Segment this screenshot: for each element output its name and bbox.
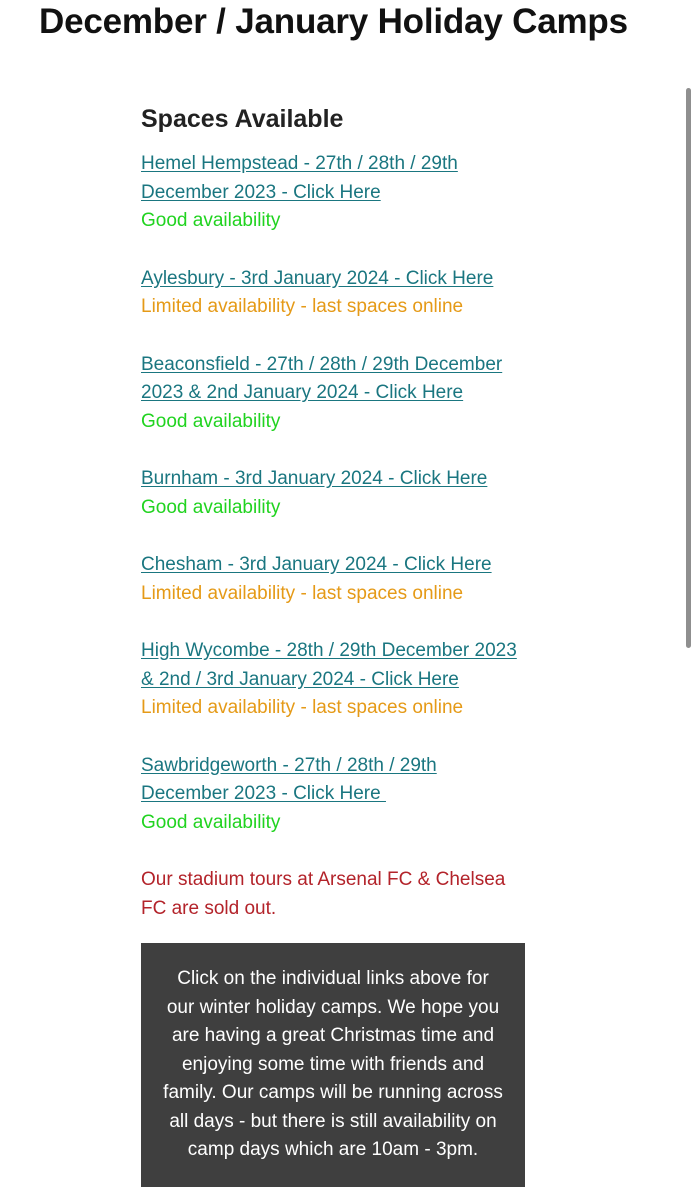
camp-link-hemel-hempstead[interactable]	[141, 150, 531, 207]
camp-link-chesham[interactable]	[141, 551, 531, 580]
camp-link-line[interactable]: High Wycombe - 28th / 29th December 2023	[141, 640, 517, 661]
camp-link-line[interactable]: & 2nd / 3rd January 2024 - Click Here	[141, 668, 459, 690]
availability-status: Good availability	[141, 496, 281, 518]
scrollbar[interactable]	[686, 88, 691, 648]
camp-link-line[interactable]: December 2023 - Click Here	[141, 181, 381, 203]
page-title: December / January Holiday Camps	[39, 2, 628, 41]
camp-link-line[interactable]: Sawbridgeworth - 27th / 28th / 29th	[141, 754, 437, 776]
camp-item-chesham	[141, 551, 531, 608]
camp-link-line[interactable]: Beaconsfield - 27th / 28th / 29th December	[141, 353, 503, 375]
availability-status: Good availability	[141, 210, 281, 231]
camp-link-aylesbury[interactable]	[141, 265, 531, 294]
main-content	[141, 103, 531, 1187]
camp-item-burnham	[141, 465, 531, 522]
availability-status: Good availability	[141, 811, 281, 833]
sold-out-notice	[141, 866, 531, 923]
availability-status: Limited availability - last spaces online	[141, 582, 464, 604]
camp-link-beaconsfield[interactable]	[141, 351, 531, 408]
camp-link-line[interactable]: Hemel Hempstead - 27th / 28th / 29th	[141, 153, 458, 174]
sold-out-line: Our stadium tours at Arsenal FC & Chelsea	[141, 869, 506, 890]
camp-link-high-wycombe[interactable]	[141, 637, 531, 694]
section-heading: Spaces Available	[141, 105, 344, 133]
availability-status: Limited availability - last spaces online	[141, 697, 464, 718]
availability-status: Good availability	[141, 410, 281, 432]
camp-link-burnham[interactable]	[141, 465, 531, 494]
camp-item-hemel-hempstead	[141, 150, 531, 236]
camp-link-sawbridgeworth[interactable]	[141, 752, 531, 809]
camp-item-high-wycombe	[141, 637, 531, 723]
camp-item-beaconsfield	[141, 351, 531, 437]
sold-out-line: FC are sold out.	[141, 897, 277, 919]
info-box: Click on the individual links above for our winter holiday camps. We hope you are having a great Christmas time and enjoying some time with friends and family. Our camps will be running across all days - but there is still availability on camp days which are 10am - 3pm.	[141, 943, 525, 1187]
camp-item-aylesbury	[141, 265, 531, 322]
camp-link-line[interactable]: Chesham - 3rd January 2024 - Click Here	[141, 554, 492, 575]
camp-item-sawbridgeworth	[141, 752, 531, 838]
camp-link-line[interactable]: December 2023 - Click Here	[141, 783, 386, 804]
camp-link-line[interactable]: Burnham - 3rd January 2024 - Click Here	[141, 468, 488, 489]
camp-link-line[interactable]: 2023 & 2nd January 2024 - Click Here	[141, 382, 464, 403]
camp-link-line[interactable]: Aylesbury - 3rd January 2024 - Click Here	[141, 267, 494, 289]
availability-status: Limited availability - last spaces online	[141, 296, 464, 317]
